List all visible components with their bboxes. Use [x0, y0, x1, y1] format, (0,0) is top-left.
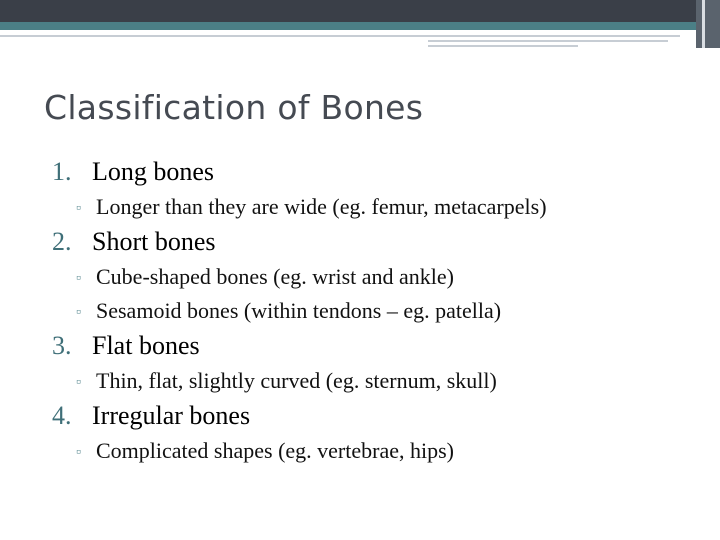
- header-divider-line: [0, 35, 680, 37]
- sub-bullet: [52, 260, 702, 294]
- sub-bullet-text: Complicated shapes (eg. vertebrae, hips): [96, 438, 454, 463]
- square-bullet-icon: ▫: [76, 445, 81, 460]
- header-bar-teal: [0, 22, 720, 30]
- list-item-short-bones: [52, 224, 702, 328]
- sub-bullet: [52, 190, 702, 224]
- sub-bullet-text: Longer than they are wide (eg. femur, metacarpels): [96, 194, 547, 219]
- list-item-number: 1.: [52, 157, 72, 186]
- list-item-irregular-bones: [52, 398, 702, 468]
- sub-bullet-text: Thin, flat, slightly curved (eg. sternum, skull): [96, 368, 497, 393]
- square-bullet-icon: ▫: [76, 201, 81, 216]
- header-accent-line-short: [428, 45, 578, 47]
- square-bullet-icon: ▫: [76, 375, 81, 390]
- list-item-number: 4.: [52, 401, 72, 430]
- header-corner-stripe: [702, 0, 705, 48]
- list-item-label: Long bones: [92, 157, 215, 186]
- list-item-label: Short bones: [92, 227, 216, 256]
- list-item-label: Flat bones: [92, 331, 200, 360]
- sub-bullet: [52, 434, 702, 468]
- list-item-flat-bones: [52, 328, 702, 398]
- square-bullet-icon: ▫: [76, 305, 81, 320]
- list-item-long-bones: [52, 154, 702, 224]
- list-item-heading: [52, 328, 702, 364]
- list-item-number: 2.: [52, 227, 72, 256]
- list-item-number: 3.: [52, 331, 72, 360]
- header-accent-line: [428, 40, 668, 42]
- bone-classification-list: [52, 154, 702, 468]
- list-item-heading: [52, 154, 702, 190]
- sub-bullet-text: Cube-shaped bones (eg. wrist and ankle): [96, 264, 455, 289]
- header-corner-block: [696, 0, 720, 48]
- sub-bullet: [52, 294, 702, 328]
- header-bar-dark: [0, 0, 720, 22]
- list-item-heading: [52, 224, 702, 260]
- sub-bullet-text: Sesamoid bones (within tendons – eg. patella): [96, 298, 502, 323]
- sub-bullet: [52, 364, 702, 398]
- list-item-heading: [52, 398, 702, 434]
- list-item-label: Irregular bones: [92, 401, 251, 430]
- square-bullet-icon: ▫: [76, 271, 81, 286]
- slide-title: Classification of Bones: [44, 88, 424, 127]
